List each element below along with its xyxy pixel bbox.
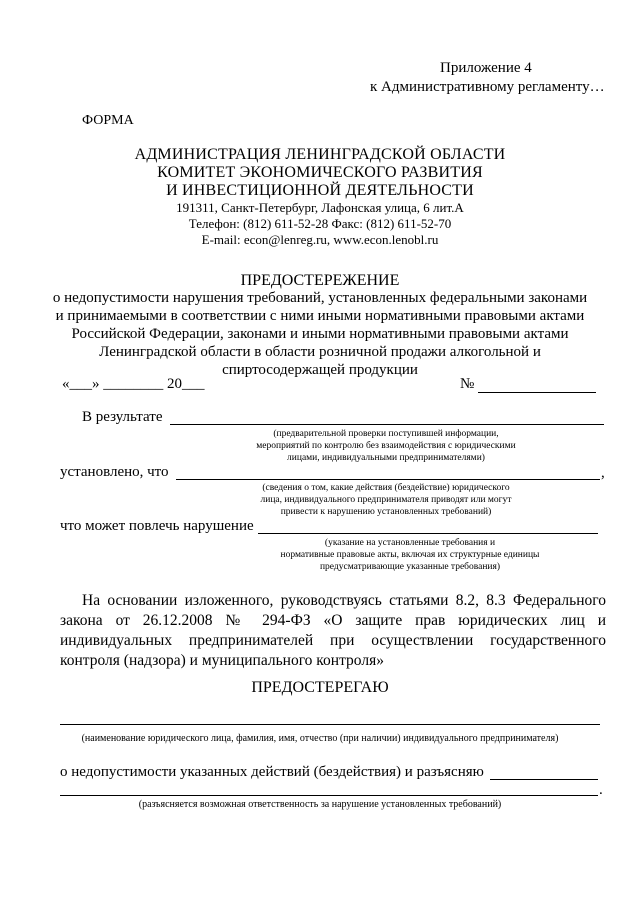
responsibility-input-line[interactable] <box>60 795 598 796</box>
result-hint-3: лицами, индивидуальными предпринимателями) <box>287 453 485 463</box>
subtitle-line-3: Российской Федерации, законами и иными нормативными правовыми актами <box>71 326 569 342</box>
established-hint-2: лица, индивидуального предпринимателя приводят или могут <box>260 495 512 505</box>
subtitle-line-2: и принимаемыми в соответствии с ними иными нормативными правовыми актами <box>55 308 585 324</box>
org-email: E-mail: econ@lenreg.ru, www.econ.lenobl.ru <box>201 232 439 247</box>
org-name-line-3: И ИНВЕСТИЦИОННОЙ ДЕЯТЕЛЬНОСТИ <box>166 182 474 199</box>
document-title: ПРЕДОСТЕРЕЖЕНИЕ <box>240 272 400 289</box>
violation-hint-1: (указание на установленные требования и <box>324 538 496 548</box>
org-name-line-1: АДМИНИСТРАЦИЯ ЛЕНИНГРАДСКОЙ ОБЛАСТИ <box>134 146 506 163</box>
responsibility-period: . <box>599 782 603 798</box>
subtitle-line-5: спиртосодержащей продукции <box>222 362 418 378</box>
explain-input-line[interactable] <box>490 779 598 780</box>
violation-hint-3: предусматривающие указанные требования) <box>319 562 501 572</box>
established-input-line[interactable] <box>176 479 600 480</box>
violation-label: что может повлечь нарушение <box>60 518 254 534</box>
basis-line-4: контроля (надзора) и муниципального контроля» <box>60 652 384 669</box>
appendix-number: Приложение 4 <box>440 60 532 76</box>
violation-input-line[interactable] <box>258 533 598 534</box>
org-phone: Телефон: (812) 611-52-28 Факс: (812) 611-52-70 <box>188 216 452 231</box>
result-hint-2: мероприятий по контролю без взаимодействия с юридическими <box>256 441 516 451</box>
basis-line-2: закона от 26.12.2008 № 294-ФЗ «О защите прав юридических лиц и <box>60 612 606 629</box>
established-hint-1: (сведения о том, какие действия (бездействие) юридического <box>262 483 510 493</box>
subtitle-line-1: о недопустимости нарушения требований, установленных федеральными законами <box>52 290 588 306</box>
entity-hint: (наименование юридического лица, фамилия, имя, отчество (при наличии) индивидуального предпринимателя) <box>81 733 559 744</box>
result-input-line[interactable] <box>170 424 604 425</box>
responsibility-hint: (разъясняется возможная ответственность за нарушение установленных требований) <box>138 799 502 810</box>
violation-hint-2: нормативные правовые акты, включая их структурные единицы <box>280 550 540 560</box>
result-label: В результате <box>82 409 163 425</box>
number-field[interactable] <box>478 392 596 393</box>
entity-input-line[interactable] <box>60 724 600 725</box>
result-hint-1: (предварительной проверки поступившей информации, <box>273 429 499 439</box>
number-label: № <box>460 376 475 392</box>
established-label: установлено, что <box>60 464 169 480</box>
org-address: 191311, Санкт-Петербург, Лафонская улица, 6 лит.А <box>176 200 464 215</box>
warn-heading: ПРЕДОСТЕРЕГАЮ <box>251 679 389 696</box>
basis-line-3: индивидуальных предпринимателей при осуществлении государственного <box>60 632 606 649</box>
org-name-line-2: КОМИТЕТ ЭКОНОМИЧЕСКОГО РАЗВИТИЯ <box>157 164 483 181</box>
established-hint-3: привести к нарушению установленных требований) <box>280 507 492 517</box>
form-label: ФОРМА <box>82 113 134 128</box>
basis-line-1: На основании изложенного, руководствуясь статьями 8.2, 8.3 Федерального <box>82 592 606 609</box>
explain-label: о недопустимости указанных действий (бездействия) и разъясняю <box>60 764 484 780</box>
appendix-reference: к Административному регламенту… <box>370 79 605 95</box>
established-comma: , <box>601 465 605 481</box>
date-field[interactable]: «___» ________ 20___ <box>62 376 205 392</box>
subtitle-line-4: Ленинградской области в области розничной продажи алкогольной и <box>99 344 541 360</box>
